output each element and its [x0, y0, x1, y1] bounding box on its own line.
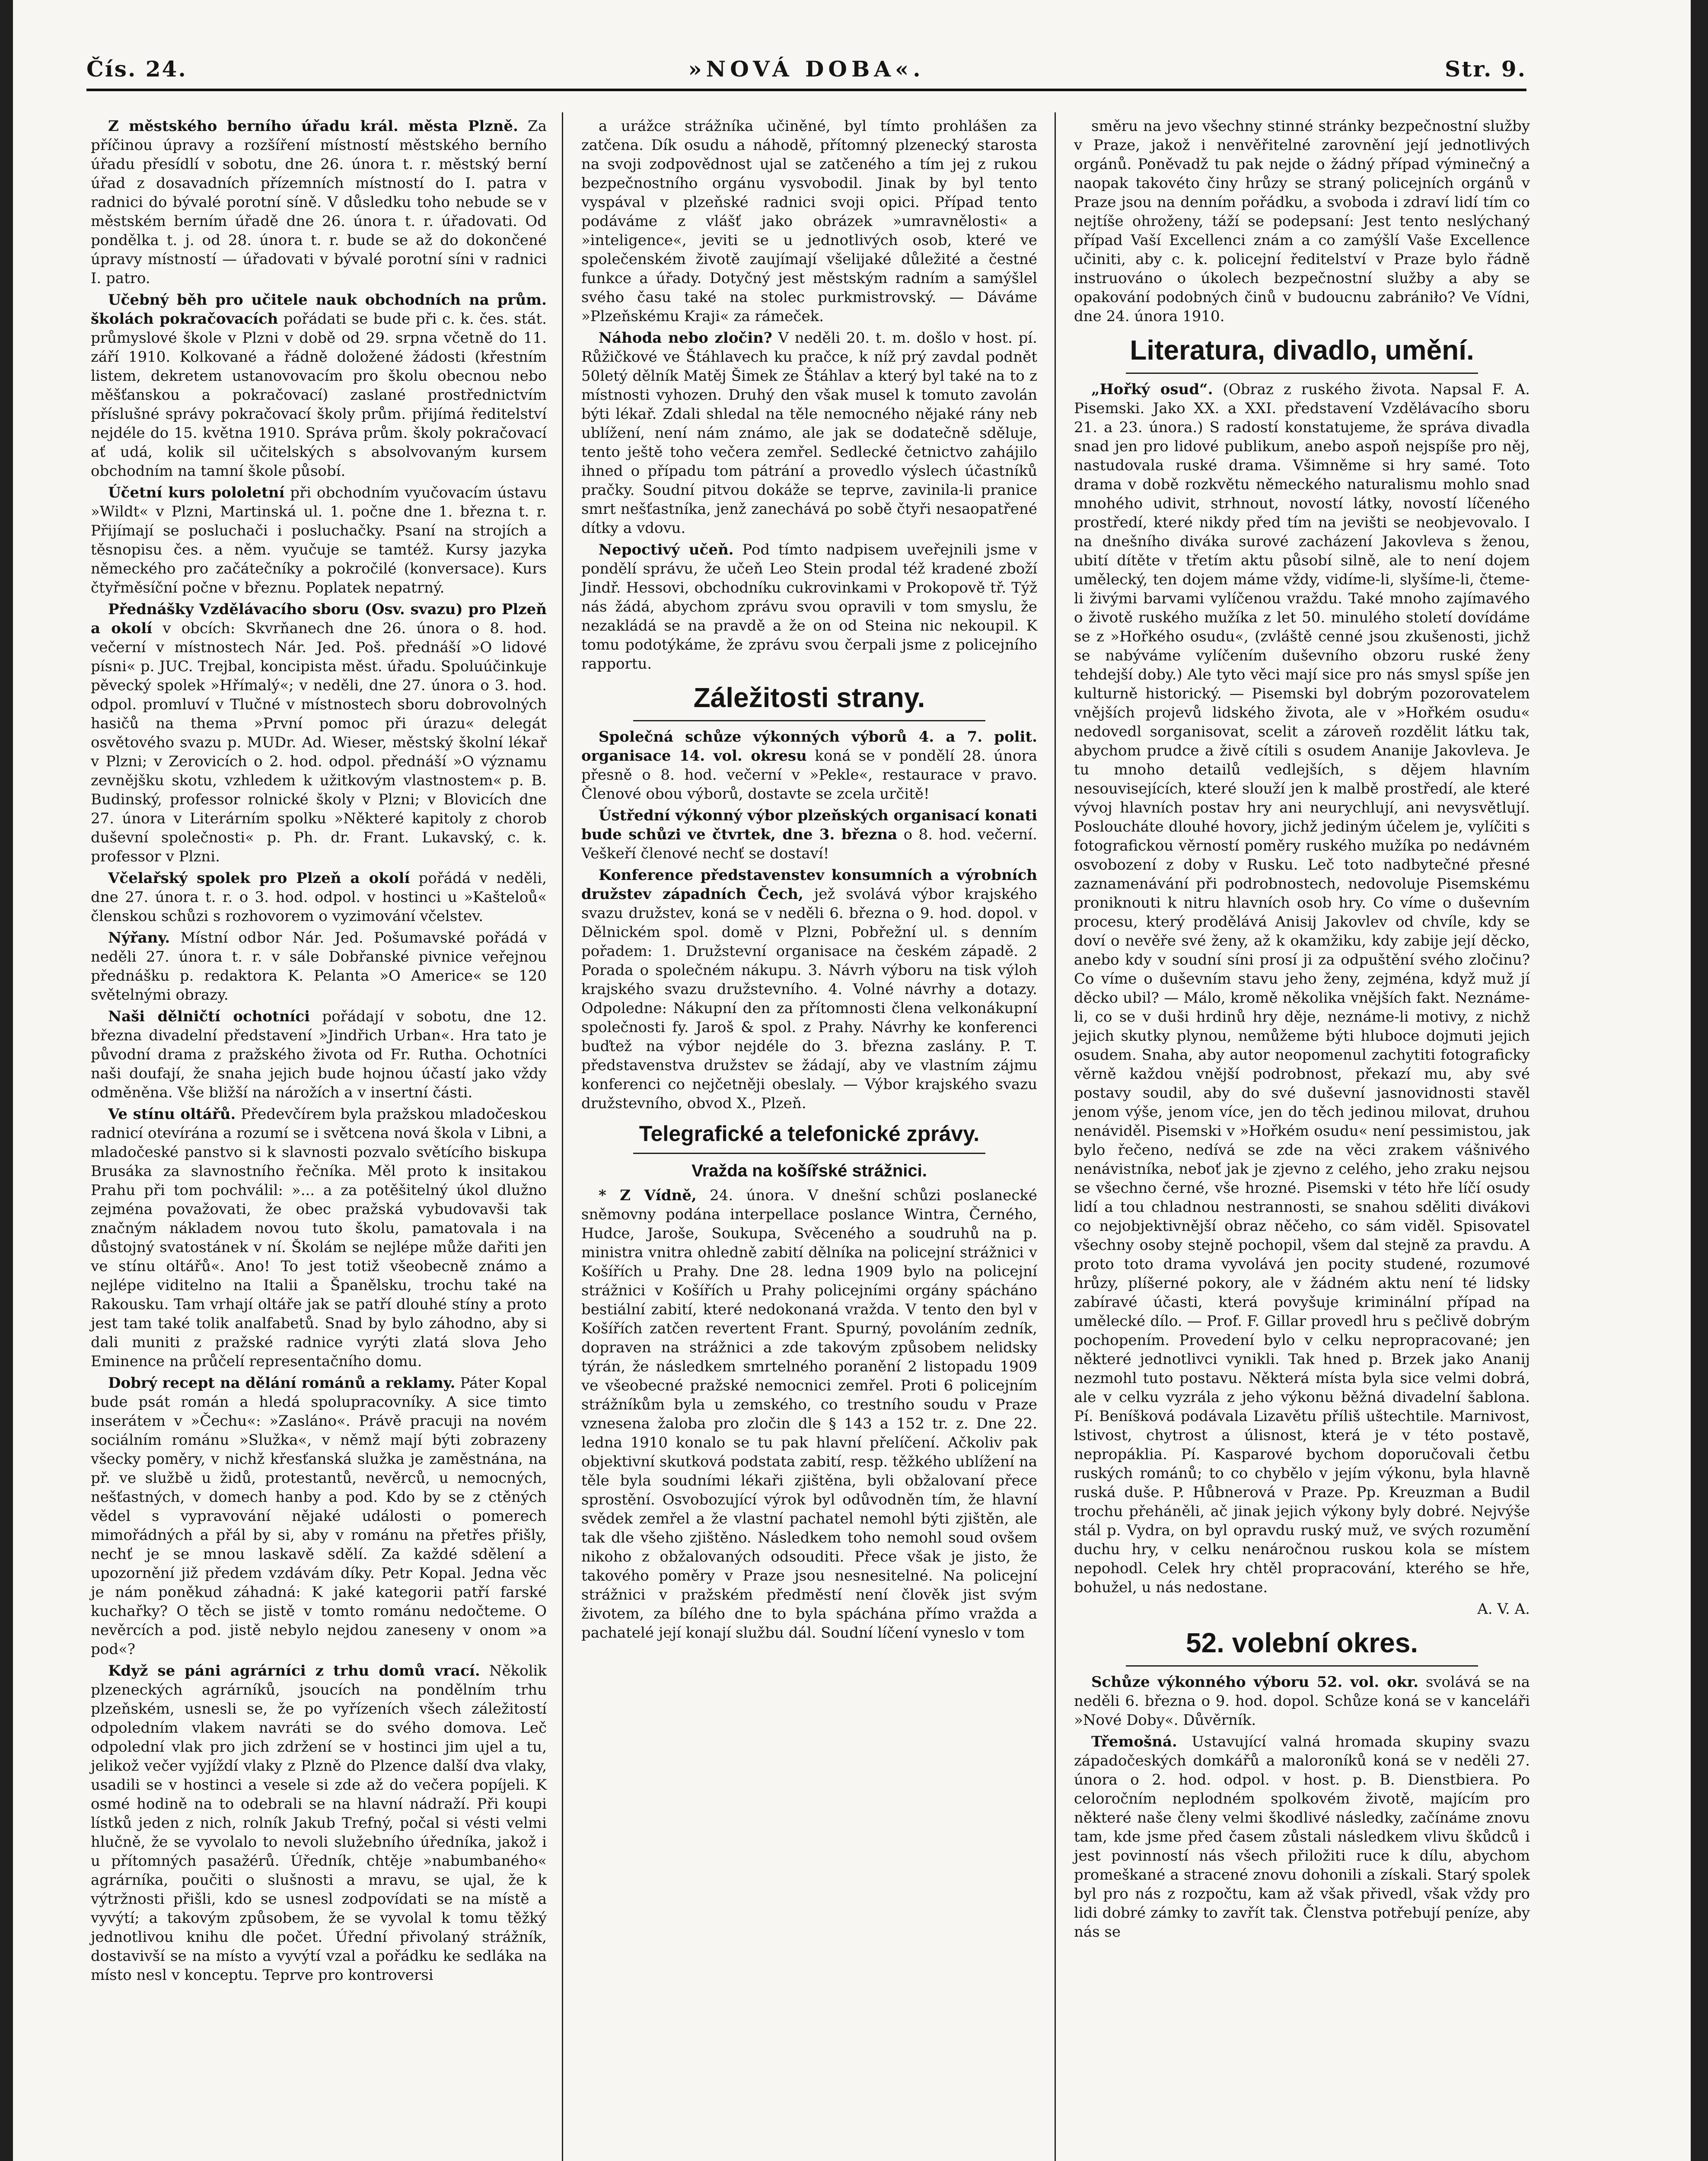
article-paragraph [91, 869, 547, 926]
article-paragraph [1074, 380, 1530, 1597]
article-paragraph [581, 866, 1037, 1113]
article-lead: Konference představenstev konsumních a výrobních družstev západních Čech, [581, 867, 1037, 903]
article-text: při obchodním vyučovacím ústavu »Wildt« v Plzni, Martinská ul. 1. počne dne 1. března t. r. Přijímají se posluchači i posluchačky. Psaní na strojích a těsnopisu čes. a něm. vyučuje se tamtéž. Kursy jazyka německého pro začátečníky a pokročilé (konversace). Kurs čtyřměsíční počne v březnu. Poplatek nepatrný. [91, 484, 547, 596]
article-text: směru na jevo všechny stinné stránky bezpečnostní služby v Praze, jakož i nenvěřitelné zarovnění její jednotlivých orgánů. Poněvadž tu pak nejde o žádný případ výminečný a naopak takovéto činy hrůzy se straný policejních orgánů v Praze jsou na denním pořádku, a svoboda i zdraví lidí tím co nejtíše ohroženy, táží se podepsaní: Jest tento neslýchaný případ Vaší Excellenci znám a co zamýšlí Vaše Excellence učiniti, aby c. k. policejní ředitelství v Praze bylo řádně instruováno o úkolech bezpečnostní služby a aby se opakování podobných činů v budoucnu zabrániło? Ve Vídni, dne 24. února 1910. [1074, 118, 1530, 325]
article-text: (Obraz z ruského života. Napsal F. A. Pisemski. Jako XX. a XXI. představení Vzdělávacího sboru 21. a 23. února.) S radostí konstatujeme, že správa divadla snad jen pro lidové publikum, anebo aspoň nejspíše pro něj, nastudovala ruské drama. Všimněme si hry samé. Toto drama v době rozkvětu německého naturalismu mohlo snad mnohého udivit, strhnout, novostí látky, novostí líčeného prostředí, které nikdy před tím na jevišti se neobjevovalo. I na dnešního diváka surové zacházení Jakovleva s ženou, ubití dítěte v třetím aktu působí silně, ale to není dojem umělecký, ten dojem máme vždy, vidíme-li, slyšíme-li, čteme-li živými barvami vylíčenou vraždu. Také mnoho zajímavého o životě ruského mužíka z let 50. minulého století dovídáme se z »Hořkého osudu«, (zvláště cenné jsou zkušenosti, jichž se nabýváme vylíčením duševního obzoru ruské ženy tehdejší doby.) Ale tyto věci mají sice pro nás smysl spíše jen kulturně historický. — Pisemski byl dobrým pozorovatelem vnějších projevů lidského života, ale v »Hořkém osudu« nedovedl sorganisovat, scelit a zároveň rozdělit látku tak, abychom prudce a živě cítili s osudem Ananije Jakovleva. Je tu mnoho detailů vedlejších, s dějem hlavním nesouvisejících, které slouží jen k malbě prostředí, ale které vývoj hlavních postav hry ani neurychlují, ani nevysvětlují. Posloucháte dlouhé hovory, jichž jediným účelem je, vylíčiti s fotografickou věrností poměry ruského mužíka po nedávném osvobození z doby v Rusku. Leč toto nadbytečné přesné zaznamenávání při podrobnostech, nedovoluje Pisemskému proniknouti k nitru hlavních osob hry. Co víme o duševním procesu, který prodělává Anisij Jakovlev od chvíle, kdy se doví o nevěře své ženy, až k okamžiku, kdy zabije její děcko, anebo kdy v soudní síni prosí ji za odpuštění svého zločinu? Co víme o duševním stavu jeho ženy, zejména, když muž jí děcko ubil? — Málo, kromě několika vnějších fakt. Neznáme-li, co se v duši hrdinů hry děje, neznáme-li motivy, z nichž jejich skutky plynou, nemůžeme býti hluboce dojmuti jejich osudem. Snaha, aby autor neopomenul zachytiti fotograficky věrně každou vnější podrobnost, překazí mu, aby své postavy soudil, aby do své duševní jasnovidnosti stavěl jenom výše, jenom více, jen do těch jedinou milovat, druhou nenáviděl. Pisemski v »Hořkém osudu« není pessimistou, jak bylo řečeno, nedívá se zde na věci zrakem vášnivého nenávistníka, neboť jak je zjevno z celého, jeho zraku nejsou se všechno černé, vše hrozné. Pisemski v této hře líčí osudy lidí a tou chladnou nestrannosti, se snahou sděliti divákovi co nejobjektivnější obraz něčeho, co sám viděl. Spisovatel všechny osoby stejně pochopil, všem dal stejně za pravdu. A proto toto drama vyvolává jen pocity studené, rozumové hrůzy, plíšerné pokory, ale v žádném aktu není té lidsky zabíravé účasti, která povyšuje kriminální případ na umělecké dílo. — Prof. F. Gillar provedl hru s pečlivě dobrým pochopením. Provedení bylo v celku nepropracované; jen některé jednotlivci vynikli. Tak hned p. Brzek jako Ananij nezmohl tuto postavu. Některá místa byla sice velmi dobrá, ale v celku vyzrála z jeho výkonu běžná divadelní šablona. Pí. Beníšková podávala Lizavětu příliš uštechtile. Marnivost, lstivost, chytrost a úlisnost, která je v této postavě, nepropáklia. Pí. Kasparové bychom doporučovali četbu ruských románů; to co chybělo v jejím výkonu, byla hlavně ruská duše. P. Hůbnerová v Praze. Pp. Kreuzman a Budil trochu přeháněli, ač jinak jejich výkony byly dobré. Nejvýše stál p. Vydra, on byl opravdu ruský muž, ve svých rozumění duchu hry, v celku nenáročnou ruskou kola se místem nepohodl. Celek hry chtěl propracování, kterého se hře, bohužel, u nás nedostane. [1074, 381, 1530, 1596]
article-paragraph [91, 928, 547, 1004]
article-lead: * Z Vídně, [599, 1187, 697, 1204]
scan-border-left [0, 0, 13, 2161]
article-text: 24. února. V dnešní schůzi poslanecké sněmovny podána interpellace poslance Wintra, Černého, Hudce, Jaroše, Soukupa, Svěceného a soudruhů na p. ministra vnitra ohledně zabití dělníka na policejní strážnici v Košířích u Prahy. Dne 28. ledna 1909 bylo na policejní strážnici v Košířích u Prahy policejními orgány spácháno bestiální zabití, které nedokonaná vražda. V tento den byl v Košířích zatčen revertent Frant. Spurný, povoláním zedník, dopraven na strážnici a zde takovým způsobem nelidsky týrán, že následkem smrtelného poranění 2 listopadu 1909 ve všeobecné pražské nemocnici zemřel. Proti 6 policejním strážníkům byla u zemského, co trestního soudu v Praze vznesena žaloba pro zločin dle § 143 a 152 tr. z. Dne 22. ledna 1910 konalo se tu pak hlavní přelíčení. Ačkoliv pak objektivní skutková podstata zabití, resp. těžkého ublížení na těle byla soudními lékaři zjištěna, byli obžalovaní přece sprostění. Osvobozující výrok byl odůvodněn tím, že hlavní svědek zemřel a že vlastní pachatel nemohl býti zjištěn, ale tak dle všeho zjištěno. Následkem toho nemohl soud ovšem nikoho z obžalovaných odsouditi. Přece však je jisto, že takového poměry v Praze jsou nesnesitelné. Na policejní strážnici v pražském předměstí není člověk jist svým životem, za bílého dne to byla spáchána přímo vražda a pachatelé její konají službu dál. Soudní líčení vyneslo v tom [581, 1187, 1038, 1641]
masthead-title: »NOVÁ DOBA«. [688, 56, 925, 82]
article-text: koná se v pondělí 28. února přesně o 8. hod. večerní v »Pekle«, restaurace v pravo. Členové obou výborů, dostavte se zcela určitě! [581, 747, 1038, 803]
section-rule [633, 720, 985, 721]
article-lead: Náhoda nebo zločin? [599, 329, 772, 347]
article-paragraph [581, 1186, 1037, 1642]
article-paragraph [91, 1007, 547, 1102]
column-3 [1074, 117, 1530, 1944]
article-lead: Ústřední výkonný výbor plzeňských organisací konati bude schůzi ve čtvrtek, dne 3. března [581, 807, 1037, 843]
article-text: jež svolává výbor krajského svazu družstev, koná se v neděli 6. března o 9. hod. dopol. v Dělnickém spol. domě v Plzni, Pobřežní ul. s denním pořadem: 1. Družstevní organisace na českém západě. 2 Porada o společném nákupu. 3. Návrh výboru na tisk výloh krajského svazu družstevního. 4. Volné návrhy a dotazy. Odpoledne: Nákupní den za přítomnosti člena velkonákupní společnosti fy. Jaroš & spol. z Prahy. Návrhy ke konferenci buďtež na výbor nejdéle do 3. března zaslány. P. T. představenstva družstev se žádají, aby ve vlastním zájmu konferenci co nejčetněji obeslaly. — Výbor krajského svazu družstevního, obvod X., Plzeň. [581, 886, 1038, 1112]
article-lead: Učebný běh pro učitele nauk obchodních na prům. školách pokračovacích [91, 291, 547, 328]
article-paragraph [91, 600, 547, 866]
article-lead: Z městského berního úřadu král. města Plzně. [108, 118, 518, 135]
section-heading: Literatura, divadlo, umění. [1130, 335, 1474, 366]
article-lead: Naši dělničtí ochotníci [108, 1008, 310, 1025]
issue-number: Čís. 24. [86, 56, 187, 82]
article-lead: Když se páni agrárníci z trhu domů vrací. [108, 1662, 480, 1680]
article-lead: Dobrý recept na dělání románů a reklamy. [108, 1374, 456, 1392]
article-lead: Nýřany. [108, 929, 170, 947]
section-rule [633, 1153, 985, 1154]
column-divider-1 [562, 112, 563, 2161]
article-text: Několik plzeneckých agrárníků, jsoucích na pondělním trhu plzeňském, usnesli se, že po vyřízeních všech záležitostí odpoledním vlakem navráti se do svého domova. Leč odpolední vlak pro jich zdržení se v hostinci jim ujel a tu, jelikož večer vyjíždí vlaky z Plzně do Plzence další dva vlaky, usadili se v hostinci a vesele si zde až do večera popíjeli. K osmé hodině na to odebrali se na hlavní nádraží. Při koupi lístků jeden z nich, rolník Jakub Trefný, počal si vésti velmi hlučně, že se vyvolalo to nevoli služebního úředníka, jakož i u přítomných pasažérů. Úředník, chtěje »nabumbaného« agrárníka, poučiti o slušnosti a mravu, se ujal, že k výtržnosti přišli, kdo se usnesl zodpovídati se na místě a vyvýtí; a takovým způsobem, že se vyvolal k tomu těžký jednotlivou knihu dle počet. Úřední přivolaný strážník, dostavivší se na místo a vyvýtí vzal a pořádku ke sedláka na místo nesl v konceptu. Teprve pro kontroversi [91, 1662, 547, 1984]
article-paragraph [581, 540, 1037, 673]
article-text: pořádá v neděli, dne 27. února t. r. o 3. hod. odpol. v hostinci u »Kašteloů« členskou schůzi s rozhovorem o vyzimování včelstev. [91, 870, 547, 925]
article-paragraph [91, 290, 547, 481]
article-text: Místní odbor Nár. Jed. Pošumavské pořádá v neděli 27. února t. r. v sále Dobřanské pivnice veřejnou přednášku p. redaktora K. Pelanta »O Americe« se 120 světelnými obrazy. [91, 929, 547, 1004]
article-lead: Nepoctivý učeň. [599, 541, 734, 558]
article-lead: Ve stínu oltářů. [108, 1106, 236, 1123]
column-2 [581, 117, 1037, 1645]
article-text: o 8. hod. večerní. Veškeří členové nechť se dostaví! [581, 826, 1037, 862]
article-text: pořádati se bude při c. k. čes. stát. průmyslové škole v Plzni v době od 29. srpna včetně do 11. září 1910. Kolkované a řádně doložené žádosti (křestním listem, dekretem ustanovovacím pro školu obecnou nebo měšťanskou a pokračovací) zaslané prostřednictvím příslušné správy pokračovací školy prům. přijímá ředitelství nejdéle do 15. května 1910. Správa prům. školy pokračovací ať udá, kolik sil učitelských s absolvovaným kursem obchodním na tamní škole působí. [91, 310, 547, 480]
article-paragraph [581, 727, 1037, 803]
article-lead: Společná schůze výkonných výborů 4. a 7. polit. organisace 14. vol. okresu [581, 728, 1037, 765]
article-paragraph [581, 117, 1037, 326]
article-paragraph [581, 806, 1037, 863]
page-header [86, 52, 1526, 86]
page-number: Str. 9. [1445, 56, 1526, 82]
article-lead: Třemošná. [1091, 1733, 1177, 1750]
subsection-heading: Vražda na košířské strážnici. [691, 1161, 927, 1180]
article-paragraph [91, 1374, 547, 1659]
article-paragraph [1074, 1732, 1530, 1941]
article-text: V neděli 20. t. m. došlo v host. pí. Růžičkové ve Štáhlavech ku pračce, k níž prý zavdal podnět 50letý dělník Matěj Šimek ze Štáhlav a který byl také na to z místnosti vyhozen. Druhý den však musel k tomuto zavolán býti lékař. Zdali shledal na těle nemocného nějaké rány neb ublížení, není nám známo, ale jak se dodatečně sděluje, tento ještě toho večera zemřel. Sedlecké četnictvo zahájilo ihned o případu tom pátrání a provedlo výslech účastníků pračky. Soudní pitvou dokáže se teprve, zavinila-li pranice smrt nešťastníka, jenž zanechává po sobě čtyři nesaopatřené dítky a vdovu. [581, 329, 1037, 537]
article-lead: Včelařský spolek pro Plzeň a okolí [108, 870, 410, 887]
article-text: Páter Kopal bude psát román a hledá spolupracovníky. A sice timto inserátem v »Čechu«: »Zasláno«. Právě pracuji na novém sociálním románu »Služka«, v němž mají býti zobrazeny všecky poměry, v nichž křesťanská služka je zaměstnána, na př. ve službě u židů, protestantů, nevěrců, u nemocných, nešťastných, v domech hanby a pod. Kdo by se z ctěných vědel s vypravování nějaké události o pomerech mimořádných a přál by si, aby v románu na přetřes přišly, nechť je se mnou laskavě sdělí. Za každé sdělení a upozornění již předem vzdávám díky. Petr Kopal. Jedna věc je nám poněkud záhadná: K jaké kategorii patří farské kuchařky? O těch se jistě v tomto románu nedočteme. O nevěrcích a pod. jistě nebylo nejdou zaneseny v onom »a pod«? [91, 1374, 547, 1658]
article-text: v obcích: Skvrňanech dne 26. února o 8. hod. večerní v místnostech Nár. Jed. Poš. přednáší »O lidové písni« p. JUC. Trejbal, koncipista měst. úřadu. Spoluúčinkuje pěvecký spolek »Hřímalý«; v neděli, dne 27. února o 3. hod. odpol. promluví v Tlučné v místnostech sboru dobrovolných hasičů na thema »První pomoc při úrazu« delegát osvětového svazu p. MUDr. Ad. Wieser, městský školní lékař v Plzni; v Zerovicích o 2. hod. odpol. přednáší »O významu zevnějšku skotu, vzhledem k užitkovým vlastnostem« p. B. Budinský, professor rolnické školy v Plzni; v Blovicích dne 27. února v Literárním spolku »Některé kapitoly z chorob duševní společnosti« p. Ph. dr. Frant. Lukavský, c. k. professor v Plzni. [91, 620, 547, 865]
scan-border-right [1691, 0, 1708, 2161]
section-heading: Telegrafické a telefonické zprávy. [639, 1122, 980, 1146]
section-rule [1126, 1665, 1478, 1667]
column-divider-2 [1055, 112, 1056, 2161]
article-signature: A. V. A. [1477, 1600, 1530, 1618]
article-lead: Účetní kurs pololetní [108, 484, 285, 501]
article-paragraph [581, 328, 1037, 538]
article-paragraph [1074, 1673, 1530, 1730]
article-paragraph [91, 117, 547, 288]
article-text: Předevčírem byla pražskou mladočeskou radnicí otevírána a rozumí se i světcena nová škola v Libni, a mladočeské panstvo si k slavnosti pozvalo světícího biskupa Brusáka za slavnostního řečníka. Měl proto k insitakou Prahu při tom pochválil: »... a za potěšitelný úkol dlužno zejména považovati, že obec pražská vybudovavši tak značným nákladem novou tuto školu, pamatovala i na důstojný svatostánek v ní. Školám se nejlépe může dařiti jen ve stínu oltářů«. Ano! To jest totiž všeobecně známo a nejlépe viditelno na Italii a Španělsku, trochu také na Rakousku. Tam vrhají oltáře jak se patří dlouhé stíny a proto jest tam také tolik analfabetů. Snad by bylo záhodno, aby si dali muniti z pražské radnice vyrýti zlatá slova Jeho Eminence na průčelí representačního domu. [91, 1106, 547, 1370]
article-text: Ustavující valná hromada skupiny svazu západočeských domkářů a maloroníků koná se v neděli 27. února o 2. hod. odpol. v host. p. B. Dienstbiera. Po celoročním neplodném spolkovém životě, majícím pro některé naše členy velmi škodlivé následky, začínáme znovu tam, kde jsme před časem zůstali následkem vlivu škůdců i jest povinností nás všech přiložiti ruce k dílu, abychom promeškané a stracené znovu dohonili a získali. Starý spolek byl pro nás z rozpočtu, kam až však přivedl, však vždy pro lidi dobré zámky to zavřít tak. Členstva potřebují peníze, aby nás se [1074, 1733, 1530, 1941]
article-paragraph [1074, 117, 1530, 326]
article-paragraph [91, 483, 547, 597]
section-heading: 52. volební okres. [1185, 1627, 1418, 1658]
header-rule [86, 89, 1526, 91]
article-text: Za příčinou úpravy a rozšíření místností městského berního úřadu přesídlí v sobotu, dne 26. února t. r. městský berní úřad z dosavadních přízemních místností do I. patra v radnici do bývalé porotní síně. V důsledku toho nebude se v městském berním úřadě dne 26. února t. r. úřadovati. Od pondělka t. j. od 28. února t. r. bude se až do dokončené úpravy místností — úřadovati v bývalé porotní síni v radnici I. patro. [91, 118, 547, 287]
article-text: pořádají v sobotu, dne 12. března divadelní představení »Jindřich Urban«. Hra tato je původní drama z pražského života od Fr. Rutha. Ochotníci naši doufají, že snaha jejich bude hojnou účastí jako vždy odměněna. Vše bližší na nárožích a v insertní části. [91, 1008, 547, 1101]
article-paragraph [91, 1661, 547, 1985]
column-1 [91, 117, 547, 1987]
article-paragraph [91, 1105, 547, 1371]
article-text: svolává se na neděli 6. března o 9. hod. dopol. Schůze koná se v kanceláři »Nové Doby«. Důvěrník. [1074, 1673, 1530, 1729]
article-lead: „Hořký osud“. [1091, 381, 1213, 398]
article-lead: Přednášky Vzdělávacího sboru (Osv. svazu) pro Plzeň a okolí [91, 601, 547, 637]
section-heading: Záležitosti strany. [693, 682, 925, 713]
article-text: Pod tímto nadpisem uveřejnili jsme v pondělí správu, že učeň Leo Stein prodal též kradené zboží Jindř. Hessovi, obchodníku cukrovinkami v Prokopově tř. Týž nás žádá, abychom zprávu svou opravili v tom smyslu, že nezakládá se na pravdě a že on od Steina nic nekoupil. K tomu podotýkáme, že zprávu svou čerpali jsme z policejního rapportu. [581, 541, 1037, 673]
article-lead: Schůze výkonného výboru 52. vol. okr. [1091, 1673, 1418, 1691]
article-text: a urážce strážníka učiněné, byl tímto prohlášen za zatčena. Dík osudu a náhodě, přítomný plzenecký starosta na svoji zodpovědnost ujal se zatčeného a tím jej z rukou bezpečnostního orgánu vysvobodil. Jinak by byl tento vyspával v plzeňské radnici svoji opici. Případ tento podáváme z vlášť jako obrázek »umravnělosti« a »inteligence«, jeviti se u jednotlivých osob, které ve společenském životě zaujímají všelijaké důležité a čestné funkce a úřady. Dotyčný jest městským radním a samýšlel svého času také na stolec purkmistrovský. — Dáváme »Plzeňskému Kraji« za rámeček. [581, 118, 1037, 325]
section-rule [1126, 373, 1478, 374]
